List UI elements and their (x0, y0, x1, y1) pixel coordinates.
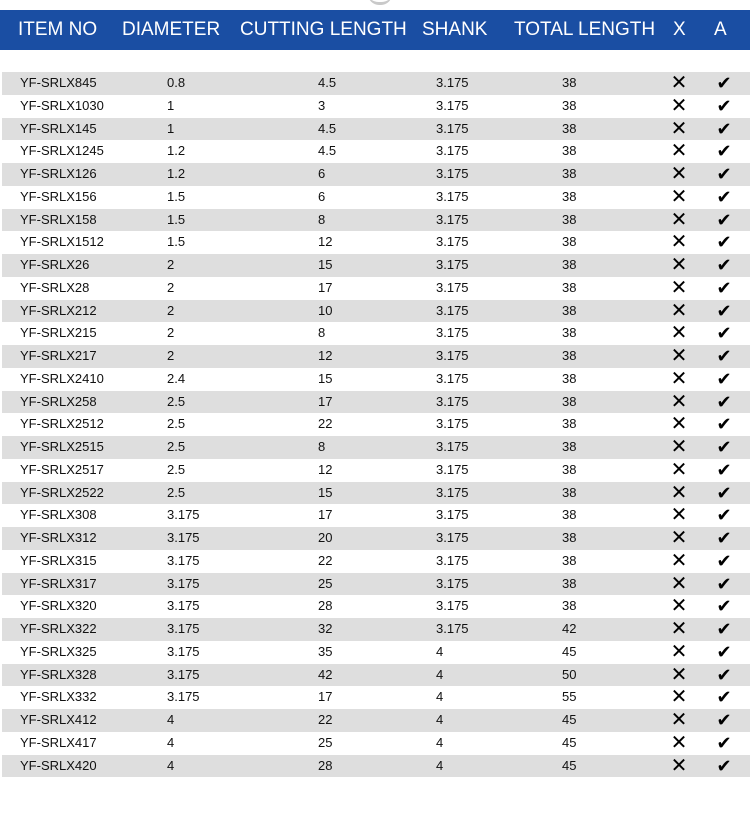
header-spacer (0, 50, 750, 70)
cutting-length-cell: 4.5 (318, 75, 337, 90)
x-unavailable-icon: ✕ (670, 686, 688, 709)
cutting-length-cell: 25 (318, 734, 333, 750)
shank-cell: 3.175 (436, 211, 469, 227)
item-no-cell: YF-SRLX315 (20, 552, 97, 568)
shank-cell: 3.175 (436, 439, 469, 454)
total-length-cell: 38 (562, 461, 577, 477)
total-length-cell: 38 (562, 348, 577, 363)
shank-cell: 4 (436, 757, 444, 773)
shank-cell: 3.175 (436, 393, 469, 409)
total-length-cell: 38 (562, 507, 577, 523)
cutting-length-cell: 22 (318, 416, 333, 432)
diameter-cell: 1.2 (167, 143, 186, 159)
total-length-cell: 38 (562, 552, 577, 568)
header-shank: SHANK (422, 19, 488, 40)
table-body (0, 72, 750, 777)
a-available-icon: ✔ (716, 641, 732, 662)
cutting-length-cell: 8 (318, 211, 326, 227)
a-available-icon: ✔ (716, 482, 732, 503)
diameter-cell: 2.5 (167, 439, 186, 454)
table-row (2, 209, 750, 232)
x-unavailable-icon: ✕ (670, 436, 688, 458)
shank-cell: 4 (436, 666, 444, 682)
diameter-cell: 3.175 (167, 530, 200, 545)
table-row (2, 755, 750, 778)
table-row (2, 72, 750, 95)
item-no-cell: YF-SRLX317 (20, 575, 97, 591)
cutting-length-cell: 6 (318, 188, 326, 204)
table-row (2, 277, 750, 300)
table-row (2, 118, 750, 141)
diameter-cell: 2 (167, 325, 175, 341)
shank-cell: 3.175 (436, 257, 469, 272)
cutting-length-cell: 6 (318, 166, 326, 181)
cutting-length-cell: 35 (318, 643, 333, 659)
a-available-icon: ✔ (716, 118, 732, 139)
x-unavailable-icon: ✕ (670, 595, 688, 618)
total-length-cell: 38 (562, 530, 577, 545)
x-unavailable-icon: ✕ (670, 163, 688, 185)
a-available-icon: ✔ (716, 391, 732, 412)
header-x: X (673, 19, 686, 40)
a-available-icon: ✔ (716, 277, 732, 298)
x-unavailable-icon: ✕ (670, 231, 688, 254)
shank-cell: 4 (436, 712, 444, 727)
item-no-cell: YF-SRLX2515 (20, 439, 104, 454)
cutting-length-cell: 15 (318, 484, 333, 500)
diameter-cell: 1.5 (167, 188, 186, 204)
diameter-cell: 2.5 (167, 393, 186, 409)
a-available-icon: ✔ (716, 346, 732, 366)
top-decoration (368, 0, 392, 5)
cutting-length-cell: 12 (318, 348, 333, 363)
a-available-icon: ✔ (716, 664, 732, 685)
item-no-cell: YF-SRLX28 (20, 279, 90, 295)
x-unavailable-icon: ✕ (670, 572, 688, 595)
total-length-cell: 45 (562, 757, 577, 773)
x-unavailable-icon: ✕ (670, 299, 688, 322)
x-unavailable-icon: ✕ (670, 254, 688, 276)
cutting-length-cell: 15 (318, 257, 333, 272)
total-length-cell: 38 (562, 211, 577, 227)
total-length-cell: 45 (562, 643, 577, 659)
cutting-length-cell: 42 (318, 666, 333, 682)
shank-cell: 3.175 (436, 166, 469, 181)
item-no-cell: YF-SRLX217 (20, 348, 97, 363)
total-length-cell: 38 (562, 439, 577, 454)
table-row (2, 231, 750, 254)
diameter-cell: 3.175 (167, 621, 200, 636)
diameter-cell: 1 (167, 97, 175, 113)
table-row (2, 482, 750, 505)
cutting-length-cell: 10 (318, 302, 333, 318)
shank-cell: 3.175 (436, 530, 469, 545)
item-no-cell: YF-SRLX156 (20, 188, 97, 204)
total-length-cell: 38 (562, 75, 577, 90)
table-row (2, 322, 750, 345)
item-no-cell: YF-SRLX1245 (20, 143, 104, 159)
item-no-cell: YF-SRLX2517 (20, 461, 104, 477)
item-no-cell: YF-SRLX2522 (20, 484, 104, 500)
table-row (2, 709, 750, 732)
cutting-length-cell: 17 (318, 393, 333, 409)
table-row (2, 186, 750, 209)
table-row (2, 641, 750, 664)
diameter-cell: 3.175 (167, 643, 200, 659)
table-row (2, 140, 750, 163)
total-length-cell: 38 (562, 416, 577, 432)
diameter-cell: 4 (167, 712, 175, 727)
diameter-cell: 2.4 (167, 370, 186, 386)
x-unavailable-icon: ✕ (670, 322, 688, 345)
diameter-cell: 2 (167, 257, 175, 272)
cutting-length-cell: 12 (318, 461, 333, 477)
item-no-cell: YF-SRLX308 (20, 507, 97, 523)
item-no-cell: YF-SRLX332 (20, 689, 97, 705)
item-no-cell: YF-SRLX325 (20, 643, 97, 659)
shank-cell: 4 (436, 734, 444, 750)
a-available-icon: ✔ (716, 710, 732, 730)
a-available-icon: ✔ (716, 323, 732, 344)
total-length-cell: 38 (562, 370, 577, 386)
item-no-cell: YF-SRLX126 (20, 166, 97, 181)
table-row (2, 573, 750, 596)
a-available-icon: ✔ (716, 141, 732, 162)
a-available-icon: ✔ (716, 596, 732, 617)
cutting-length-cell: 8 (318, 439, 326, 454)
shank-cell: 3.175 (436, 484, 469, 500)
item-no-cell: YF-SRLX26 (20, 257, 90, 272)
cutting-length-cell: 22 (318, 712, 333, 727)
a-available-icon: ✔ (716, 232, 732, 253)
diameter-cell: 1.5 (167, 234, 186, 250)
total-length-cell: 38 (562, 279, 577, 295)
item-no-cell: YF-SRLX158 (20, 211, 97, 227)
a-available-icon: ✔ (716, 687, 732, 708)
x-unavailable-icon: ✕ (670, 208, 688, 231)
a-available-icon: ✔ (716, 732, 732, 753)
shank-cell: 4 (436, 643, 444, 659)
diameter-cell: 1.5 (167, 211, 186, 227)
shank-cell: 4 (436, 689, 444, 705)
header-total-length: TOTAL LENGTH (514, 19, 656, 40)
table-row (2, 618, 750, 641)
x-unavailable-icon: ✕ (670, 618, 688, 640)
shank-cell: 3.175 (436, 598, 469, 614)
x-unavailable-icon: ✕ (670, 754, 688, 777)
table-row (2, 413, 750, 436)
a-available-icon: ✔ (716, 437, 732, 457)
a-available-icon: ✔ (716, 186, 732, 207)
total-length-cell: 45 (562, 712, 577, 727)
a-available-icon: ✔ (716, 550, 732, 571)
x-unavailable-icon: ✕ (670, 640, 688, 663)
item-no-cell: YF-SRLX312 (20, 530, 97, 545)
shank-cell: 3.175 (436, 234, 469, 250)
x-unavailable-icon: ✕ (670, 72, 688, 94)
diameter-cell: 2 (167, 348, 175, 363)
x-unavailable-icon: ✕ (670, 527, 688, 549)
item-no-cell: YF-SRLX417 (20, 734, 97, 750)
total-length-cell: 38 (562, 97, 577, 113)
x-unavailable-icon: ✕ (670, 345, 688, 367)
a-available-icon: ✔ (716, 255, 732, 275)
diameter-cell: 2.5 (167, 484, 186, 500)
cutting-length-cell: 17 (318, 507, 333, 523)
table-row (2, 254, 750, 277)
item-no-cell: YF-SRLX258 (20, 393, 97, 409)
table-row (2, 527, 750, 550)
x-unavailable-icon: ✕ (670, 185, 688, 208)
diameter-cell: 3.175 (167, 507, 200, 523)
x-unavailable-icon: ✕ (670, 481, 688, 504)
cutting-length-cell: 17 (318, 279, 333, 295)
item-no-cell: YF-SRLX845 (20, 75, 97, 90)
diameter-cell: 2 (167, 302, 175, 318)
shank-cell: 3.175 (436, 552, 469, 568)
diameter-cell: 3.175 (167, 575, 200, 591)
diameter-cell: 4 (167, 757, 175, 773)
item-no-cell: YF-SRLX420 (20, 757, 97, 773)
x-unavailable-icon: ✕ (670, 390, 688, 413)
total-length-cell: 38 (562, 302, 577, 318)
total-length-cell: 38 (562, 598, 577, 614)
total-length-cell: 38 (562, 188, 577, 204)
total-length-cell: 38 (562, 234, 577, 250)
diameter-cell: 3.175 (167, 689, 200, 705)
diameter-cell: 3.175 (167, 598, 200, 614)
table-row (2, 391, 750, 414)
shank-cell: 3.175 (436, 143, 469, 159)
a-available-icon: ✔ (716, 73, 732, 93)
cutting-length-cell: 15 (318, 370, 333, 386)
a-available-icon: ✔ (716, 528, 732, 548)
cutting-length-cell: 8 (318, 325, 326, 341)
table-row (2, 95, 750, 118)
diameter-cell: 2.5 (167, 416, 186, 432)
total-length-cell: 38 (562, 120, 577, 136)
table-row (2, 368, 750, 391)
a-available-icon: ✔ (716, 209, 732, 230)
cutting-length-cell: 3 (318, 97, 326, 113)
a-available-icon: ✔ (716, 300, 732, 321)
total-length-cell: 38 (562, 484, 577, 500)
shank-cell: 3.175 (436, 97, 469, 113)
shank-cell: 3.175 (436, 416, 469, 432)
diameter-cell: 1 (167, 120, 175, 136)
item-no-cell: YF-SRLX145 (20, 120, 97, 136)
a-available-icon: ✔ (716, 414, 732, 435)
a-available-icon: ✔ (716, 755, 732, 776)
x-unavailable-icon: ✕ (670, 117, 688, 140)
shank-cell: 3.175 (436, 120, 469, 136)
a-available-icon: ✔ (716, 95, 732, 116)
a-available-icon: ✔ (716, 368, 732, 389)
table-row (2, 550, 750, 573)
shank-cell: 3.175 (436, 302, 469, 318)
table-row (2, 459, 750, 482)
shank-cell: 3.175 (436, 348, 469, 363)
total-length-cell: 38 (562, 325, 577, 341)
cutting-length-cell: 32 (318, 621, 333, 636)
item-no-cell: YF-SRLX412 (20, 712, 97, 727)
a-available-icon: ✔ (716, 459, 732, 480)
item-no-cell: YF-SRLX320 (20, 598, 97, 614)
table-row (2, 163, 750, 186)
header-a: A (714, 19, 727, 40)
cutting-length-cell: 28 (318, 598, 333, 614)
cutting-length-cell: 22 (318, 552, 333, 568)
cutting-length-cell: 12 (318, 234, 333, 250)
diameter-cell: 2 (167, 279, 175, 295)
table-row (2, 595, 750, 618)
cutting-length-cell: 4.5 (318, 120, 337, 136)
diameter-cell: 2.5 (167, 461, 186, 477)
total-length-cell: 38 (562, 257, 577, 272)
item-no-cell: YF-SRLX328 (20, 666, 97, 682)
total-length-cell: 45 (562, 734, 577, 750)
x-unavailable-icon: ✕ (670, 549, 688, 572)
diameter-cell: 3.175 (167, 552, 200, 568)
a-available-icon: ✔ (716, 619, 732, 639)
diameter-cell: 1.2 (167, 166, 186, 181)
x-unavailable-icon: ✕ (670, 140, 688, 163)
total-length-cell: 55 (562, 689, 577, 705)
x-unavailable-icon: ✕ (670, 458, 688, 481)
cutting-length-cell: 4.5 (318, 143, 337, 159)
shank-cell: 3.175 (436, 188, 469, 204)
shank-cell: 3.175 (436, 325, 469, 341)
x-unavailable-icon: ✕ (670, 276, 688, 299)
table-row (2, 504, 750, 527)
shank-cell: 3.175 (436, 507, 469, 523)
x-unavailable-icon: ✕ (670, 413, 688, 436)
total-length-cell: 38 (562, 166, 577, 181)
a-available-icon: ✔ (716, 164, 732, 184)
item-no-cell: YF-SRLX2512 (20, 416, 104, 432)
x-unavailable-icon: ✕ (670, 94, 688, 117)
item-no-cell: YF-SRLX1030 (20, 97, 104, 113)
x-unavailable-icon: ✕ (670, 663, 688, 686)
shank-cell: 3.175 (436, 461, 469, 477)
diameter-cell: 3.175 (167, 666, 200, 682)
x-unavailable-icon: ✕ (670, 709, 688, 731)
item-no-cell: YF-SRLX215 (20, 325, 97, 341)
x-unavailable-icon: ✕ (670, 731, 688, 754)
shank-cell: 3.175 (436, 75, 469, 90)
total-length-cell: 42 (562, 621, 577, 636)
x-unavailable-icon: ✕ (670, 504, 688, 527)
diameter-cell: 4 (167, 734, 175, 750)
table-row (2, 732, 750, 755)
header-diameter: DIAMETER (122, 19, 221, 40)
shank-cell: 3.175 (436, 575, 469, 591)
header-cutting-length: CUTTING LENGTH (240, 19, 407, 40)
item-no-cell: YF-SRLX322 (20, 621, 97, 636)
cutting-length-cell: 20 (318, 530, 333, 545)
a-available-icon: ✔ (716, 573, 732, 594)
item-no-cell: YF-SRLX2410 (20, 370, 104, 386)
shank-cell: 3.175 (436, 370, 469, 386)
cutting-length-cell: 17 (318, 689, 333, 705)
total-length-cell: 50 (562, 666, 577, 682)
table-header (0, 10, 750, 50)
total-length-cell: 38 (562, 575, 577, 591)
table-row (2, 686, 750, 709)
item-no-cell: YF-SRLX212 (20, 302, 97, 318)
shank-cell: 3.175 (436, 621, 469, 636)
x-unavailable-icon: ✕ (670, 367, 688, 390)
header-item-no: ITEM NO (18, 19, 98, 40)
table-row (2, 300, 750, 323)
shank-cell: 3.175 (436, 279, 469, 295)
diameter-cell: 0.8 (167, 75, 186, 90)
table-row (2, 345, 750, 368)
cutting-length-cell: 28 (318, 757, 333, 773)
total-length-cell: 38 (562, 393, 577, 409)
cutting-length-cell: 25 (318, 575, 333, 591)
total-length-cell: 38 (562, 143, 577, 159)
table-row (2, 664, 750, 687)
item-no-cell: YF-SRLX1512 (20, 234, 104, 250)
table-row (2, 436, 750, 459)
a-available-icon: ✔ (716, 505, 732, 526)
